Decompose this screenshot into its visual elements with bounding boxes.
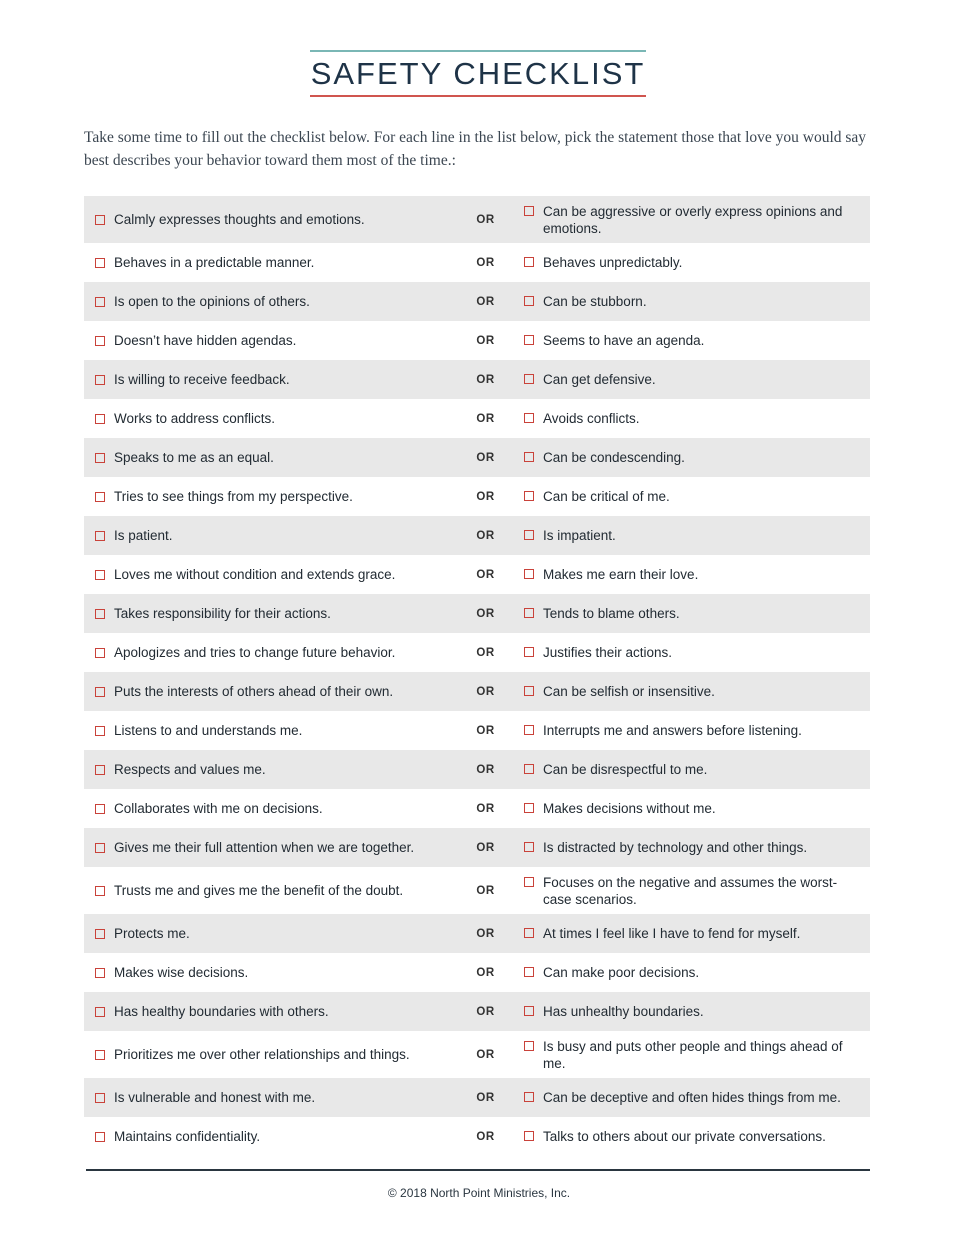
- right-checkbox[interactable]: [524, 877, 534, 887]
- right-checkbox[interactable]: [524, 764, 534, 774]
- or-label: OR: [476, 724, 495, 737]
- left-statement-label: Is patient.: [114, 528, 173, 543]
- left-checkbox[interactable]: [95, 453, 105, 463]
- right-checkbox[interactable]: [524, 374, 534, 384]
- left-checkbox[interactable]: [95, 414, 105, 424]
- right-statement-label: Avoids conflicts.: [543, 411, 640, 426]
- right-statement-label: Can be condescending.: [543, 450, 685, 465]
- left-checkbox[interactable]: [95, 726, 105, 736]
- left-statement: [84, 528, 435, 543]
- right-checkbox[interactable]: [524, 842, 534, 852]
- title-block: [310, 50, 646, 98]
- right-statement-label: Behaves unpredictably.: [543, 255, 683, 270]
- left-statement-label: Puts the interests of others ahead of their own.: [114, 684, 394, 699]
- right-checkbox[interactable]: [524, 608, 534, 618]
- left-checkbox[interactable]: [95, 648, 105, 658]
- left-statement: [84, 294, 435, 309]
- right-statement-label: Can be stubborn.: [543, 294, 647, 309]
- or-label: OR: [476, 1005, 495, 1018]
- right-statement-label: Talks to others about our private conversations.: [543, 1129, 826, 1144]
- left-checkbox[interactable]: [95, 1007, 105, 1017]
- right-statement: [524, 371, 854, 388]
- title-rule-top: [310, 50, 646, 52]
- right-checkbox[interactable]: [524, 686, 534, 696]
- checklist-row: [84, 321, 870, 360]
- title-rule-bottom: [310, 95, 646, 97]
- checklist-row: [84, 789, 870, 828]
- left-statement: [84, 450, 435, 465]
- checklist-row: [84, 914, 870, 953]
- right-statement: [524, 203, 854, 237]
- right-statement: [524, 1003, 854, 1020]
- left-statement-label: Makes wise decisions.: [114, 965, 249, 980]
- or-label: OR: [476, 334, 495, 347]
- left-statement-label: Works to address conflicts.: [114, 411, 276, 426]
- left-statement: [84, 333, 435, 348]
- right-checkbox[interactable]: [524, 296, 534, 306]
- left-statement-label: Maintains confidentiality.: [114, 1129, 261, 1144]
- checklist-row: [84, 953, 870, 992]
- or-label: OR: [476, 529, 495, 542]
- right-statement-label: Can be disrespectful to me.: [543, 762, 708, 777]
- right-statement: [524, 964, 854, 981]
- left-statement: [84, 965, 435, 980]
- checklist-row: [84, 594, 870, 633]
- or-label: OR: [476, 802, 495, 815]
- left-statement: [84, 567, 435, 582]
- right-checkbox[interactable]: [524, 491, 534, 501]
- left-checkbox[interactable]: [95, 531, 105, 541]
- right-checkbox[interactable]: [524, 452, 534, 462]
- right-checkbox[interactable]: [524, 803, 534, 813]
- right-checkbox[interactable]: [524, 206, 534, 216]
- right-checkbox[interactable]: [524, 1092, 534, 1102]
- right-statement-label: Can be deceptive and often hides things from me.: [543, 1090, 841, 1105]
- left-checkbox[interactable]: [95, 886, 105, 896]
- right-checkbox[interactable]: [524, 1131, 534, 1141]
- right-statement-label: Interrupts me and answers before listening.: [543, 723, 802, 738]
- checklist-row: [84, 828, 870, 867]
- left-checkbox[interactable]: [95, 765, 105, 775]
- or-label: OR: [476, 568, 495, 581]
- left-statement: [84, 411, 435, 426]
- or-label: OR: [476, 451, 495, 464]
- right-statement-label: At times I feel like I have to fend for myself.: [543, 926, 801, 941]
- left-checkbox[interactable]: [95, 1132, 105, 1142]
- or-label: OR: [476, 490, 495, 503]
- right-statement-label: Is distracted by technology and other things.: [543, 840, 808, 855]
- right-statement-label: Is impatient.: [543, 528, 616, 543]
- right-statement: [524, 254, 854, 271]
- or-label: OR: [476, 1091, 495, 1104]
- or-label: OR: [476, 256, 495, 269]
- right-statement-label: Seems to have an agenda.: [543, 333, 705, 348]
- or-label: OR: [476, 927, 495, 940]
- left-statement-label: Is open to the opinions of others.: [114, 294, 310, 309]
- left-statement-label: Respects and values me.: [114, 762, 266, 777]
- left-statement-label: Trusts me and gives me the benefit of the doubt.: [114, 883, 404, 898]
- intro-text: Take some time to fill out the checklist below. For each line in the list below, pick the statement those that love you would say best describes your behavior toward them most of the time.:: [84, 129, 867, 169]
- right-checkbox[interactable]: [524, 647, 534, 657]
- left-statement: [84, 684, 435, 699]
- right-statement: [524, 1128, 854, 1145]
- or-label: OR: [476, 213, 495, 226]
- footer-rule: [86, 1169, 870, 1171]
- left-checkbox[interactable]: [95, 1093, 105, 1103]
- left-checkbox[interactable]: [95, 215, 105, 225]
- checklist-row: [84, 672, 870, 711]
- left-statement-label: Protects me.: [114, 926, 190, 941]
- checklist-table: [84, 196, 870, 1156]
- right-statement-label: Justifies their actions.: [543, 645, 673, 660]
- right-checkbox[interactable]: [524, 725, 534, 735]
- left-statement: [84, 1090, 435, 1105]
- or-label: OR: [476, 607, 495, 620]
- right-statement: [524, 566, 854, 583]
- right-statement-label: Has unhealthy boundaries.: [543, 1004, 704, 1019]
- right-statement-label: Makes me earn their love.: [543, 567, 699, 582]
- right-checkbox[interactable]: [524, 928, 534, 938]
- left-statement-label: Has healthy boundaries with others.: [114, 1004, 329, 1019]
- right-statement: [524, 683, 854, 700]
- checklist-row: [84, 992, 870, 1031]
- left-statement-label: Prioritizes me over other relationships and things.: [114, 1047, 410, 1062]
- footer-copyright: © 2018 North Point Ministries, Inc.: [387, 1186, 571, 1200]
- right-statement: [524, 1089, 854, 1106]
- checklist-row: [84, 399, 870, 438]
- left-statement-label: Gives me their full attention when we are together.: [114, 840, 415, 855]
- right-checkbox[interactable]: [524, 257, 534, 267]
- left-statement: [84, 606, 435, 621]
- left-statement: [84, 1047, 435, 1062]
- right-statement: [524, 839, 854, 856]
- left-statement-label: Takes responsibility for their actions.: [114, 606, 331, 621]
- left-checkbox[interactable]: [95, 609, 105, 619]
- left-checkbox[interactable]: [95, 929, 105, 939]
- left-statement-label: Apologizes and tries to change future behavior.: [114, 645, 396, 660]
- left-checkbox[interactable]: [95, 968, 105, 978]
- left-checkbox[interactable]: [95, 375, 105, 385]
- right-checkbox[interactable]: [524, 413, 534, 423]
- right-statement-label: Focuses on the negative and assumes the worst-case scenarios.: [543, 874, 838, 907]
- checklist-row: [84, 196, 870, 243]
- checklist-row: [84, 360, 870, 399]
- page-title: SAFETY CHECKLIST: [310, 56, 646, 91]
- left-statement-label: Is willing to receive feedback.: [114, 372, 290, 387]
- left-statement-label: Calmly expresses thoughts and emotions.: [114, 212, 365, 227]
- left-statement: [84, 762, 435, 777]
- right-statement: [524, 527, 854, 544]
- or-label: OR: [476, 763, 495, 776]
- right-statement-label: Makes decisions without me.: [543, 801, 716, 816]
- left-statement: [84, 801, 435, 816]
- checklist-row: [84, 516, 870, 555]
- right-statement: [524, 332, 854, 349]
- checklist-row: [84, 1031, 870, 1078]
- checklist-row: [84, 438, 870, 477]
- right-statement: [524, 644, 854, 661]
- left-statement: [84, 255, 435, 270]
- right-statement: [524, 722, 854, 739]
- right-statement: [524, 293, 854, 310]
- left-statement: [84, 1004, 435, 1019]
- right-checkbox[interactable]: [524, 1006, 534, 1016]
- left-statement-label: Behaves in a predictable manner.: [114, 255, 315, 270]
- left-checkbox[interactable]: [95, 258, 105, 268]
- left-checkbox[interactable]: [95, 804, 105, 814]
- left-statement: [84, 723, 435, 738]
- or-label: OR: [476, 295, 495, 308]
- right-statement-label: Tends to blame others.: [543, 606, 680, 621]
- left-checkbox[interactable]: [95, 843, 105, 853]
- left-statement: [84, 489, 435, 504]
- right-statement-label: Is busy and puts other people and things ahead of me.: [543, 1038, 843, 1071]
- left-statement: [84, 926, 435, 941]
- left-statement: [84, 645, 435, 660]
- or-label: OR: [476, 685, 495, 698]
- left-statement-label: Tries to see things from my perspective.: [114, 489, 353, 504]
- right-statement: [524, 874, 854, 908]
- or-label: OR: [476, 412, 495, 425]
- left-statement-label: Listens to and understands me.: [114, 723, 303, 738]
- right-statement: [524, 800, 854, 817]
- checklist-row: [84, 633, 870, 672]
- checklist-row: [84, 243, 870, 282]
- left-checkbox[interactable]: [95, 297, 105, 307]
- left-checkbox[interactable]: [95, 336, 105, 346]
- right-checkbox[interactable]: [524, 967, 534, 977]
- or-label: OR: [476, 646, 495, 659]
- right-statement-label: Can be selfish or insensitive.: [543, 684, 715, 699]
- right-statement: [524, 449, 854, 466]
- or-label: OR: [476, 1048, 495, 1061]
- right-statement: [524, 925, 854, 942]
- right-statement: [524, 410, 854, 427]
- or-label: OR: [476, 884, 495, 897]
- right-statement-label: Can be aggressive or overly express opinions and emotions.: [543, 203, 843, 236]
- left-statement-label: Is vulnerable and honest with me.: [114, 1090, 316, 1105]
- checklist-row: [84, 867, 870, 914]
- left-statement-label: Doesn’t have hidden agendas.: [114, 333, 297, 348]
- right-statement-label: Can be critical of me.: [543, 489, 670, 504]
- left-checkbox[interactable]: [95, 492, 105, 502]
- left-checkbox[interactable]: [95, 1050, 105, 1060]
- left-statement-label: Speaks to me as an equal.: [114, 450, 274, 465]
- right-statement-label: Can make poor decisions.: [543, 965, 700, 980]
- or-label: OR: [476, 841, 495, 854]
- checklist-row: [84, 282, 870, 321]
- or-label: OR: [476, 373, 495, 386]
- checklist-row: [84, 711, 870, 750]
- or-label: OR: [476, 966, 495, 979]
- checklist-row: [84, 1078, 870, 1117]
- left-statement-label: Collaborates with me on decisions.: [114, 801, 323, 816]
- left-statement: [84, 883, 435, 898]
- right-statement: [524, 605, 854, 622]
- left-statement: [84, 1129, 435, 1144]
- right-statement: [524, 761, 854, 778]
- right-statement: [524, 1038, 854, 1072]
- right-checkbox[interactable]: [524, 1041, 534, 1051]
- right-statement-label: Can get defensive.: [543, 372, 656, 387]
- or-label: OR: [476, 1130, 495, 1143]
- left-statement-label: Loves me without condition and extends grace.: [114, 567, 396, 582]
- left-checkbox[interactable]: [95, 687, 105, 697]
- left-statement: [84, 372, 435, 387]
- left-statement: [84, 212, 435, 227]
- checklist-row: [84, 1117, 870, 1156]
- left-checkbox[interactable]: [95, 570, 105, 580]
- checklist-row: [84, 555, 870, 594]
- checklist-row: [84, 750, 870, 789]
- right-checkbox[interactable]: [524, 569, 534, 579]
- right-checkbox[interactable]: [524, 335, 534, 345]
- right-checkbox[interactable]: [524, 530, 534, 540]
- right-statement: [524, 488, 854, 505]
- checklist-row: [84, 477, 870, 516]
- left-statement: [84, 840, 435, 855]
